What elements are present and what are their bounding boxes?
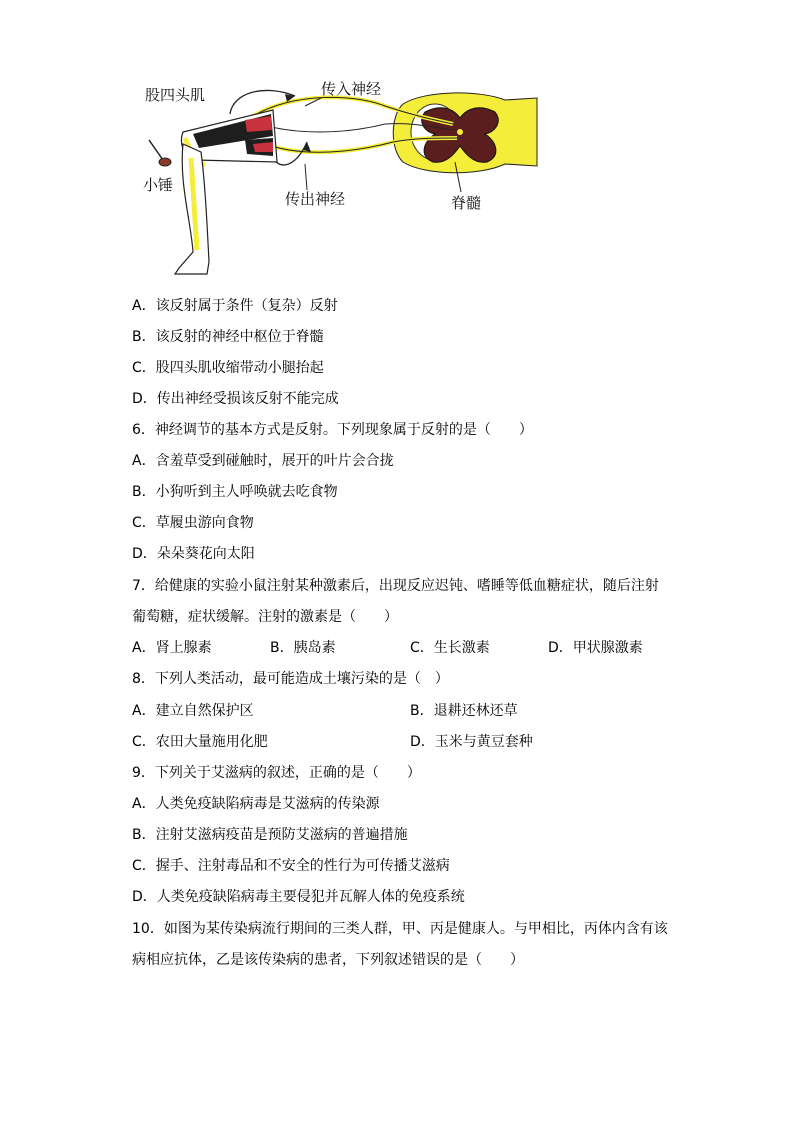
q7-option-d: D．甲状腺激素 (548, 640, 643, 656)
q8-option-d: D．玉米与黄豆套种 (410, 734, 533, 750)
q6-option-a: A．含羞草受到碰触时，展开的叶片会合拢 (132, 453, 394, 469)
q7-option-a: A．肾上腺素 (132, 640, 212, 656)
central-canal (457, 129, 463, 135)
label-quadriceps: 股四头肌 (145, 86, 206, 104)
label-hammer: 小锤 (143, 176, 174, 194)
q6-stem: 6．神经调节的基本方式是反射。下列现象属于反射的是（ ） (132, 422, 533, 438)
q7-stem-line2: 葡萄糖，症状缓解。注射的激素是（ ） (132, 609, 398, 625)
q8-option-c: C．农田大量施用化肥 (132, 734, 268, 750)
label-efferent-nerve: 传出神经 (285, 190, 346, 208)
reflex-arc-figure (135, 72, 545, 282)
q8-option-a: A．建立自然保护区 (132, 703, 254, 719)
q7-option-b: B．胰岛素 (270, 640, 336, 656)
hammer-head (159, 158, 171, 166)
q5-option-b: B．该反射的神经中枢位于脊髓 (132, 329, 324, 345)
q5-option-d: D．传出神经受损该反射不能完成 (132, 391, 339, 407)
q9-option-b: B．注射艾滋病疫苗是预防艾滋病的普遍措施 (132, 827, 408, 843)
q5-option-a: A．该反射属于条件（复杂）反射 (132, 298, 338, 314)
q10-stem-line2: 病相应抗体，乙是该传染病的患者，下列叙述错误的是（ ） (132, 952, 524, 968)
q8-stem: 8．下列人类活动，最可能造成土壤污染的是（ ） (132, 671, 449, 687)
label-spinal-cord: 脊髓 (451, 194, 482, 212)
label-afferent-nerve: 传入神经 (321, 80, 382, 98)
q6-option-d: D．朵朵葵花向太阳 (132, 546, 255, 562)
q8-option-b: B．退耕还林还草 (410, 703, 518, 719)
q9-option-d: D．人类免疫缺陷病毒主要侵犯并瓦解人体的免疫系统 (132, 889, 465, 905)
q9-option-c: C．握手、注射毒品和不安全的性行为可传播艾滋病 (132, 858, 450, 874)
reflex-arc-diagram (135, 72, 545, 282)
q9-stem: 9．下列关于艾滋病的叙述，正确的是（ ） (132, 765, 421, 781)
q10-stem-line1: 10．如图为某传染病流行期间的三类人群，甲、丙是健康人。与甲相比，丙体内含有该 (132, 921, 668, 937)
q9-option-a: A．人类免疫缺陷病毒是艾滋病的传染源 (132, 796, 380, 812)
hammer-handle (149, 140, 163, 160)
q5-option-c: C．股四头肌收缩带动小腿抬起 (132, 360, 324, 376)
q7-stem-line1: 7．给健康的实验小鼠注射某种激素后，出现反应迟钝、嗜睡等低血糖症状，随后注射 (132, 578, 659, 594)
q6-option-b: B．小狗听到主人呼唤就去吃食物 (132, 484, 338, 500)
q7-option-c: C．生长激素 (410, 640, 490, 656)
q6-option-c: C．草履虫游向食物 (132, 515, 254, 531)
